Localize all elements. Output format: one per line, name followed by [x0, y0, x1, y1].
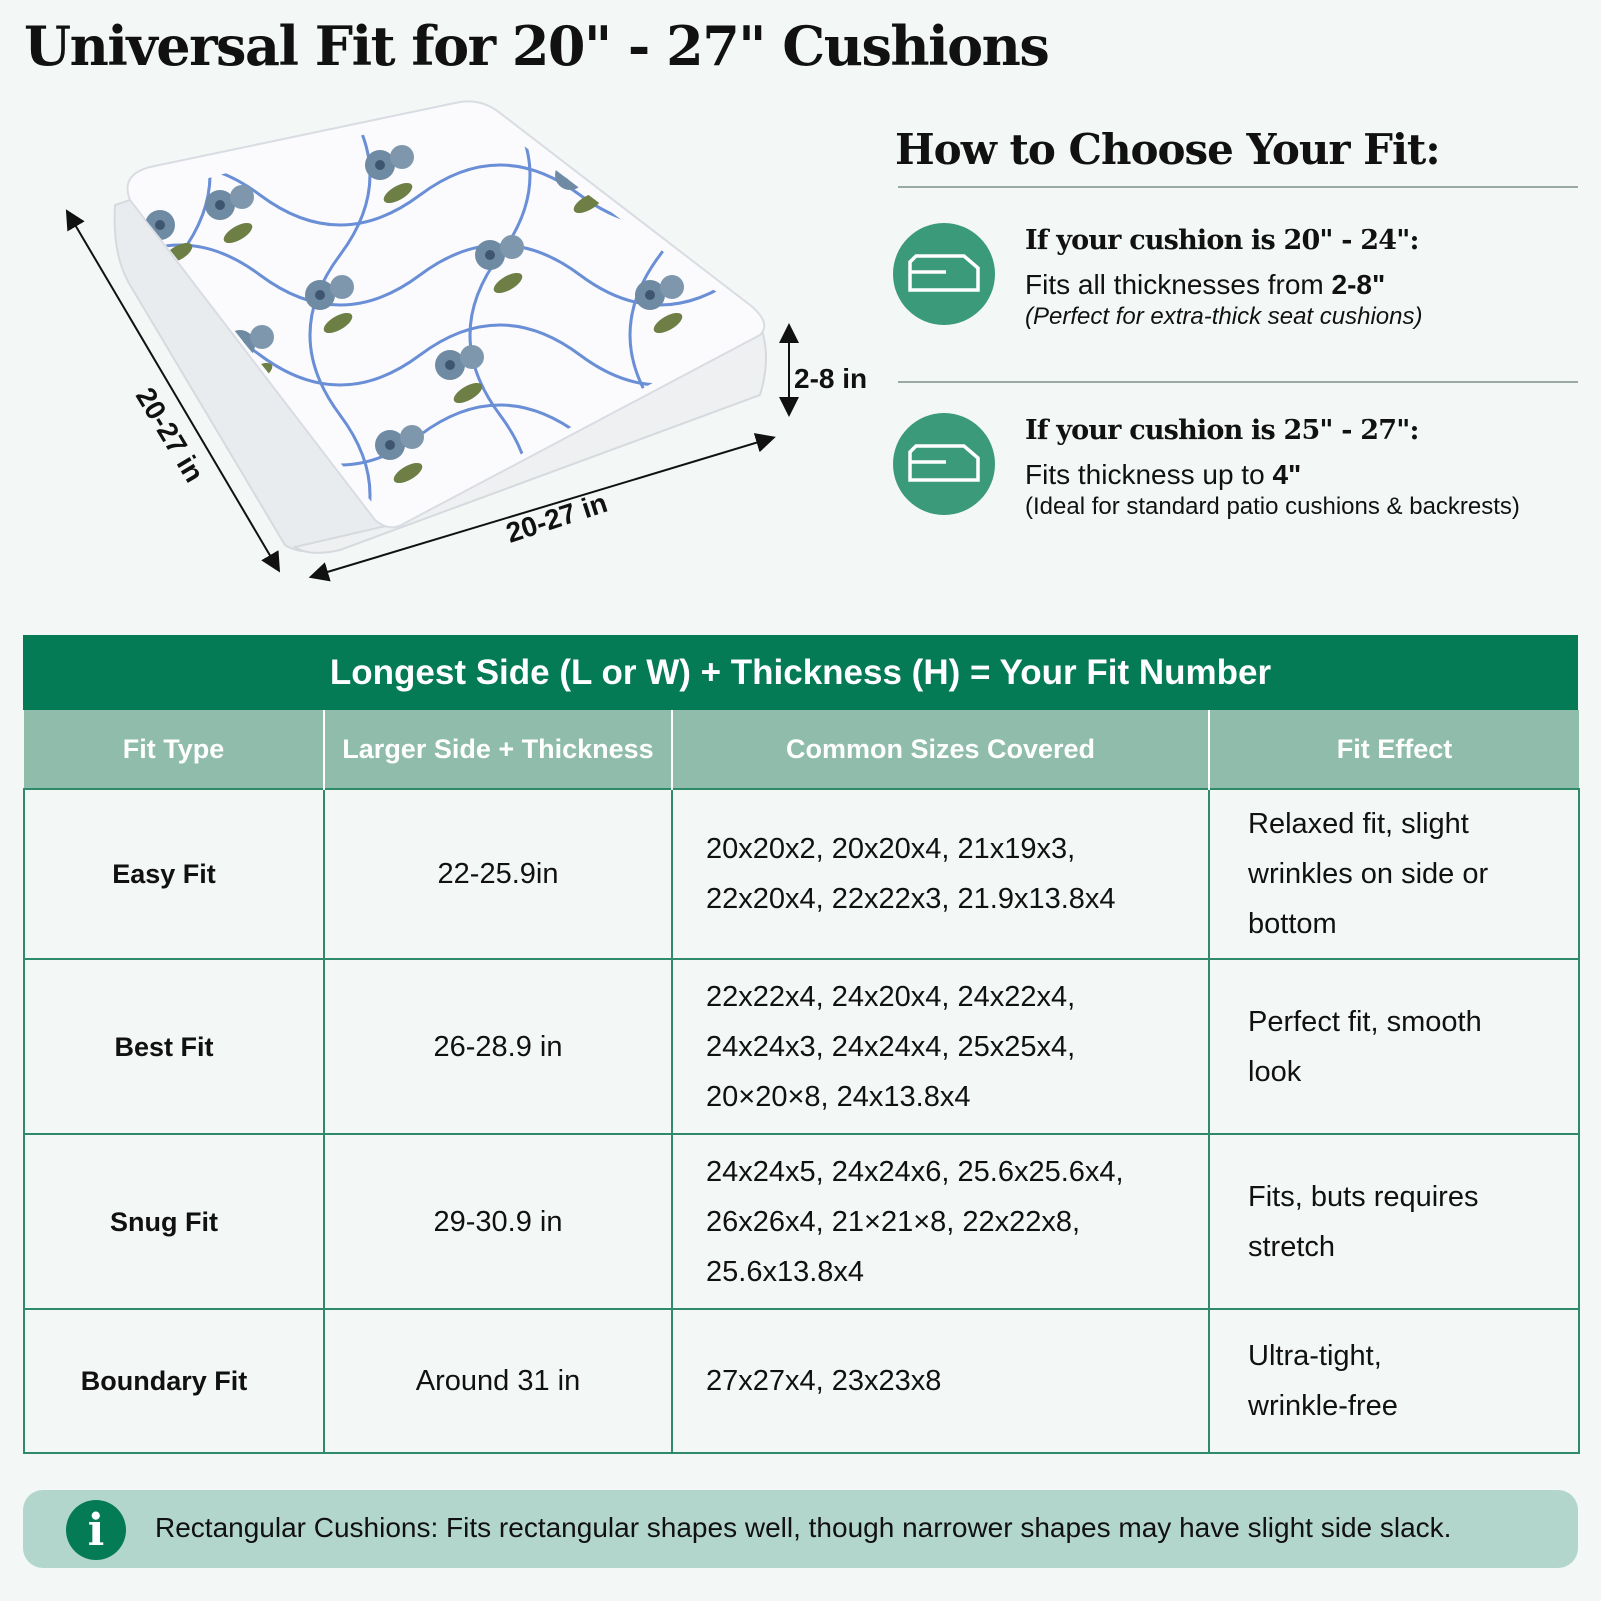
- range-cell: Around 31 in: [324, 1309, 672, 1453]
- size-line: 25.6x13.8x4: [706, 1255, 865, 1288]
- header-common-sizes: Common Sizes Covered: [672, 710, 1209, 789]
- size-line: 24x24x5, 24x24x6, 25.6x25.6x4,: [706, 1155, 1124, 1188]
- fit-option-line-text: Fits all thicknesses from: [1025, 269, 1332, 300]
- effect-line: stretch: [1248, 1230, 1336, 1263]
- fit-option-large: [893, 413, 1583, 523]
- sizes-cell: [672, 789, 1209, 959]
- info-banner: [23, 1490, 1578, 1568]
- effect-cell: [1209, 789, 1579, 959]
- fit-option-heading: If your cushion is 20" - 24":: [1025, 225, 1419, 256]
- size-line: 24x24x3, 24x24x4, 25x25x4,: [706, 1030, 1076, 1063]
- table-row: [24, 789, 1579, 959]
- sizes-cell: [672, 1134, 1209, 1309]
- sizes-cell: [672, 1309, 1209, 1453]
- size-line: 27x27x4, 23x23x8: [706, 1365, 942, 1397]
- fit-type-cell: Best Fit: [24, 959, 324, 1134]
- effect-line: bottom: [1248, 908, 1337, 940]
- cushion-top: [128, 101, 765, 527]
- size-line: 20x20x2, 20x20x4, 21x19x3,: [706, 833, 1076, 865]
- fit-option-note: (Perfect for extra-thick seat cushions): [1025, 303, 1423, 330]
- effect-cell: [1209, 1309, 1579, 1453]
- choose-divider-top: [898, 186, 1578, 188]
- effect-line: Perfect fit, smooth: [1248, 1005, 1482, 1038]
- table-row: [24, 1309, 1579, 1453]
- fit-option-line-text: Fits thickness up to: [1025, 459, 1273, 490]
- depth-label: 20-27 in: [129, 382, 211, 488]
- effect-line: Ultra-tight,: [1248, 1340, 1382, 1372]
- fit-table-section: [23, 635, 1578, 1454]
- header-larger-side: Larger Side + Thickness: [324, 710, 672, 789]
- range-cell: 22-25.9in: [324, 789, 672, 959]
- fit-option-line: [1025, 459, 1301, 491]
- fit-option-line: [1025, 269, 1385, 301]
- range-cell: 29-30.9 in: [324, 1134, 672, 1309]
- info-text: Rectangular Cushions: Fits rectangular shapes well, though narrower shapes may have slight side slack.: [155, 1512, 1452, 1543]
- effect-line: wrinkle-free: [1248, 1390, 1398, 1422]
- table-row: [24, 1134, 1579, 1309]
- effect-line: wrinkles on side or: [1248, 858, 1489, 890]
- table-row: [24, 959, 1579, 1134]
- cushion-outline-icon: [893, 223, 995, 325]
- choose-fit-title: How to Choose Your Fit:: [895, 125, 1440, 174]
- effect-line: Fits, buts requires: [1248, 1180, 1479, 1213]
- table-banner: Longest Side (L or W) + Thickness (H) = Your Fit Number: [23, 635, 1578, 710]
- effect-line: Relaxed fit, slight: [1248, 808, 1469, 840]
- size-line: 22x22x4, 24x20x4, 24x22x4,: [706, 980, 1076, 1013]
- thickness-label: 2-8 in: [794, 363, 868, 394]
- info-icon: i: [66, 1500, 126, 1560]
- fit-option-line-value: 4": [1272, 459, 1302, 490]
- header-fit-effect: Fit Effect: [1209, 710, 1579, 789]
- width-label: 20-27 in: [502, 486, 612, 549]
- fit-option-note: (Ideal for standard patio cushions & backrests): [1025, 493, 1520, 520]
- size-line: 26x26x4, 21×21×8, 22x22x8,: [706, 1205, 1081, 1238]
- header-fit-type: Fit Type: [24, 710, 324, 789]
- fit-type-cell: Snug Fit: [24, 1134, 324, 1309]
- effect-line: look: [1248, 1055, 1302, 1088]
- cushion-outline-icon: [893, 413, 995, 515]
- size-line: 22x20x4, 22x22x3, 21.9x13.8x4: [706, 883, 1116, 915]
- page-title: Universal Fit for 20" - 27" Cushions: [24, 14, 1049, 78]
- fit-option-small: [893, 223, 1583, 333]
- fit-type-cell: Boundary Fit: [24, 1309, 324, 1453]
- fit-type-cell: Easy Fit: [24, 789, 324, 959]
- effect-cell: [1209, 1134, 1579, 1309]
- fit-option-line-value: 2-8": [1331, 269, 1386, 300]
- choose-divider-middle: [898, 381, 1578, 383]
- sizes-cell: [672, 959, 1209, 1134]
- fit-table: [23, 710, 1580, 1454]
- range-cell: 26-28.9 in: [324, 959, 672, 1134]
- fit-option-heading: If your cushion is 25" - 27":: [1025, 415, 1419, 446]
- cushion-illustration: [60, 95, 900, 595]
- table-header-row: [24, 710, 1579, 789]
- size-line: 20×20×8, 24x13.8x4: [706, 1080, 971, 1113]
- effect-cell: [1209, 959, 1579, 1134]
